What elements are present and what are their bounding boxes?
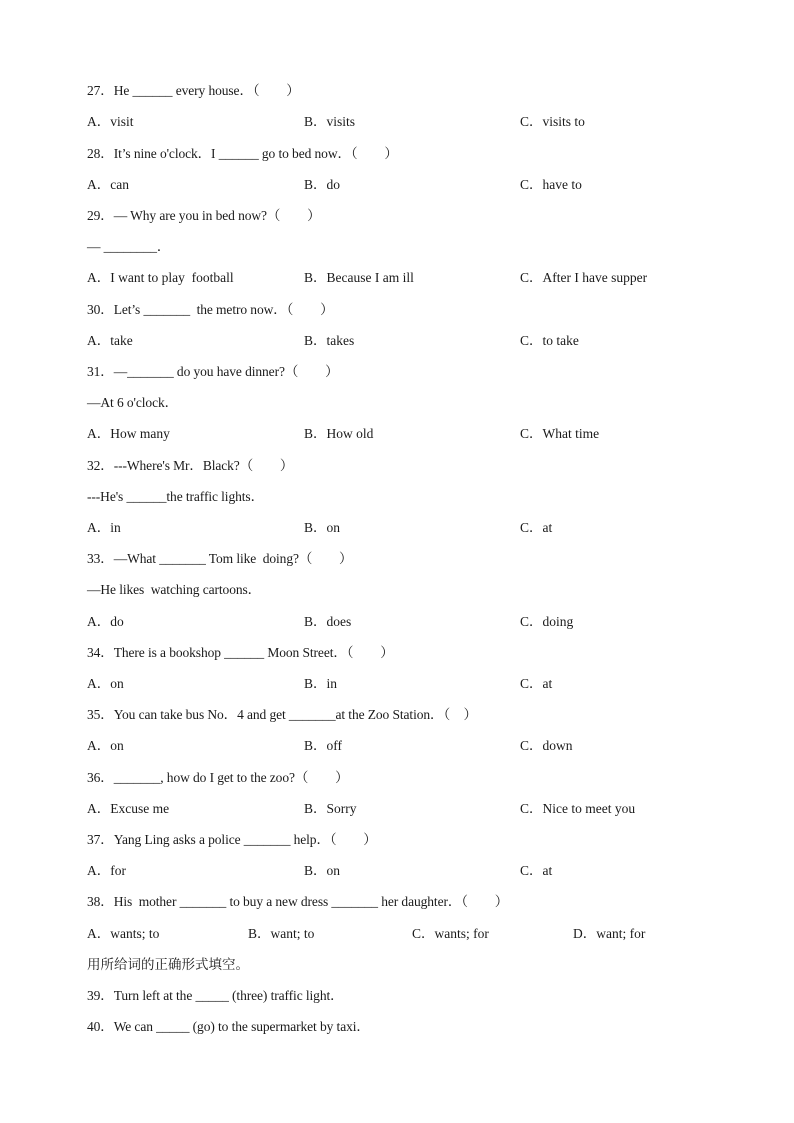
question-38-option-d[interactable]: D．want; for — [573, 926, 646, 941]
question-33-stem: 33．—What _______ Tom like doing?（ ） — [87, 551, 353, 566]
question-31-option-b[interactable]: B．How old — [304, 426, 374, 441]
question-29-option-b[interactable]: B．Because I am ill — [304, 270, 414, 285]
question-31-option-a[interactable]: A．How many — [87, 426, 170, 441]
question-30-option-b[interactable]: B．takes — [304, 333, 355, 348]
question-31-answer-line: —At 6 o'clock． — [87, 395, 179, 410]
question-32-stem: 32．---Where's Mr．Black?（ ） — [87, 458, 294, 473]
question-37-option-a[interactable]: A．for — [87, 863, 126, 878]
question-27-option-b[interactable]: B．visits — [304, 114, 356, 129]
question-34-stem: 34．There is a bookshop ______ Moon Street．（ ） — [87, 645, 394, 660]
question-32-answer-line: ---He's ______the traffic lights． — [87, 489, 264, 504]
question-37-stem: 37．Yang Ling asks a police _______ help．（ ） — [87, 832, 377, 847]
question-36-option-c[interactable]: C．Nice to meet you — [520, 801, 636, 816]
question-31-stem: 31．—_______ do you have dinner?（ ） — [87, 364, 339, 379]
question-27-option-c[interactable]: C．visits to — [520, 114, 585, 129]
question-32-option-b[interactable]: B．on — [304, 520, 341, 535]
question-34-option-c[interactable]: C．at — [520, 676, 553, 691]
question-30-option-a[interactable]: A．take — [87, 333, 133, 348]
question-29-option-a[interactable]: A．I want to play football — [87, 270, 234, 285]
question-39-stem: 39．Turn left at the _____ (three) traffic light． — [87, 988, 344, 1003]
question-38-option-b[interactable]: B．want; to — [248, 926, 315, 941]
question-36-option-b[interactable]: B．Sorry — [304, 801, 357, 816]
question-33-option-a[interactable]: A．do — [87, 614, 124, 629]
question-36-stem: 36．_______, how do I get to the zoo?（ ） — [87, 770, 349, 785]
question-34-option-b[interactable]: B．in — [304, 676, 338, 691]
question-38-option-c[interactable]: C．wants; for — [412, 926, 489, 941]
question-36-option-a[interactable]: A．Excuse me — [87, 801, 170, 816]
question-37-option-b[interactable]: B．on — [304, 863, 341, 878]
question-28-option-c[interactable]: C．have to — [520, 177, 582, 192]
section-instruction: 用所给词的正确形式填空。 — [87, 957, 249, 973]
question-37-option-c[interactable]: C．at — [520, 863, 553, 878]
question-38-stem: 38．His mother _______ to buy a new dress _______ her daughter．（ ） — [87, 894, 509, 909]
question-33-option-b[interactable]: B．does — [304, 614, 352, 629]
question-35-option-a[interactable]: A．on — [87, 738, 124, 753]
question-33-option-c[interactable]: C．doing — [520, 614, 574, 629]
question-38-option-a[interactable]: A．wants; to — [87, 926, 160, 941]
question-31-option-c[interactable]: C．What time — [520, 426, 600, 441]
question-28-option-a[interactable]: A．can — [87, 177, 129, 192]
question-29-stem: 29．— Why are you in bed now?（ ） — [87, 208, 321, 223]
question-32-option-c[interactable]: C．at — [520, 520, 553, 535]
question-29-option-c[interactable]: C．After I have supper — [520, 270, 648, 285]
question-35-stem: 35．You can take bus No．4 and get _______at the Zoo Station．（ ） — [87, 707, 477, 722]
question-30-stem: 30．Let’s _______ the metro now．（ ） — [87, 302, 334, 317]
question-35-option-b[interactable]: B．off — [304, 738, 343, 753]
question-30-option-c[interactable]: C．to take — [520, 333, 579, 348]
question-35-option-c[interactable]: C．down — [520, 738, 573, 753]
question-28-option-b[interactable]: B．do — [304, 177, 341, 192]
question-32-option-a[interactable]: A．in — [87, 520, 121, 535]
question-27-option-a[interactable]: A．visit — [87, 114, 134, 129]
question-29-answer-line: — ________． — [87, 239, 171, 254]
question-27-stem: 27．He ______ every house．（ ） — [87, 83, 300, 98]
question-40-stem: 40．We can _____ (go) to the supermarket by taxi． — [87, 1019, 370, 1034]
question-34-option-a[interactable]: A．on — [87, 676, 124, 691]
question-28-stem: 28．It’s nine o'clock．I ______ go to bed now．（ ） — [87, 146, 398, 161]
question-33-answer-line: —He likes watching cartoons． — [87, 582, 262, 597]
